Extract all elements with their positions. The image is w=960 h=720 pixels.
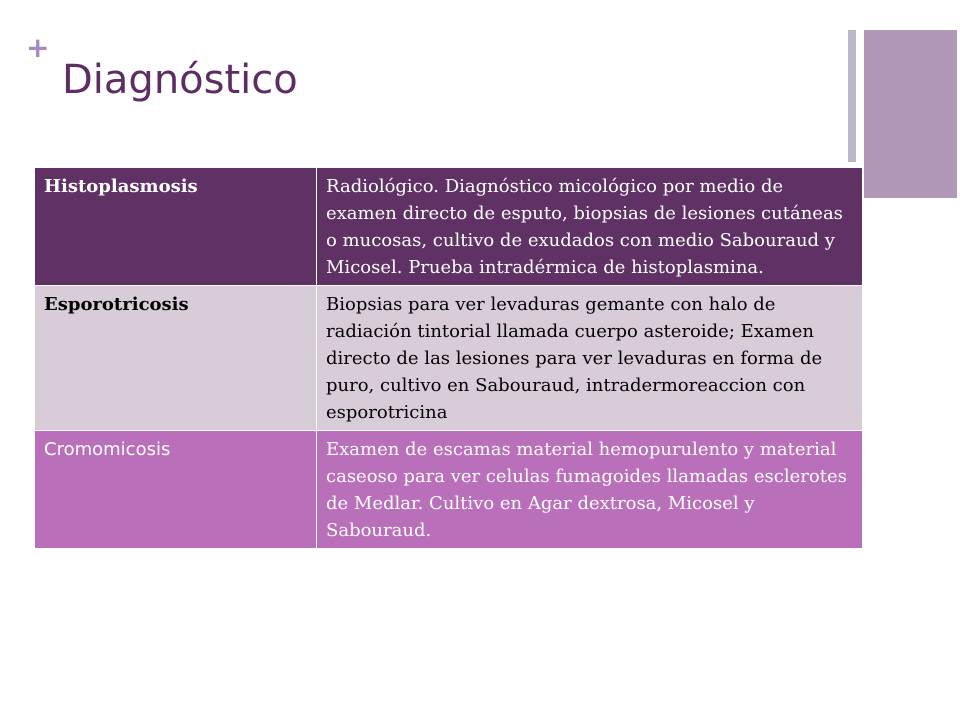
diagnosis-text: Radiológico. Diagnóstico micológico por medio de examen directo de esputo, biopsias de lesiones cutáneas o mucosas, cultivo de exudados con medio Sabouraud y Micosel. Prueba intradérmica de histoplasmina. bbox=[317, 168, 863, 286]
disease-name: Esporotricosis bbox=[35, 286, 317, 431]
diagnosis-table bbox=[34, 167, 863, 549]
table-row bbox=[35, 168, 863, 286]
disease-name: Histoplasmosis bbox=[35, 168, 317, 286]
diagnosis-text: Examen de escamas material hemopurulento y material caseoso para ver celulas fumagoides llamadas esclerotes de Medlar. Cultivo en Agar dextrosa, Micosel y Sabouraud. bbox=[317, 431, 863, 549]
table-row bbox=[35, 286, 863, 431]
decorative-bar-thin bbox=[848, 30, 856, 162]
diagnosis-text: Biopsias para ver levaduras gemante con halo de radiación tintorial llamada cuerpo asteroide; Examen directo de las lesiones para ver levaduras en forma de puro, cultivo en Sabouraud, intradermoreaccion con esporotricina bbox=[317, 286, 863, 431]
disease-name: Cromomicosis bbox=[35, 431, 317, 549]
table-row bbox=[35, 431, 863, 549]
decorative-bar-wide bbox=[864, 30, 957, 198]
plus-icon: + bbox=[26, 31, 50, 64]
slide-title: Diagnóstico bbox=[62, 57, 298, 103]
